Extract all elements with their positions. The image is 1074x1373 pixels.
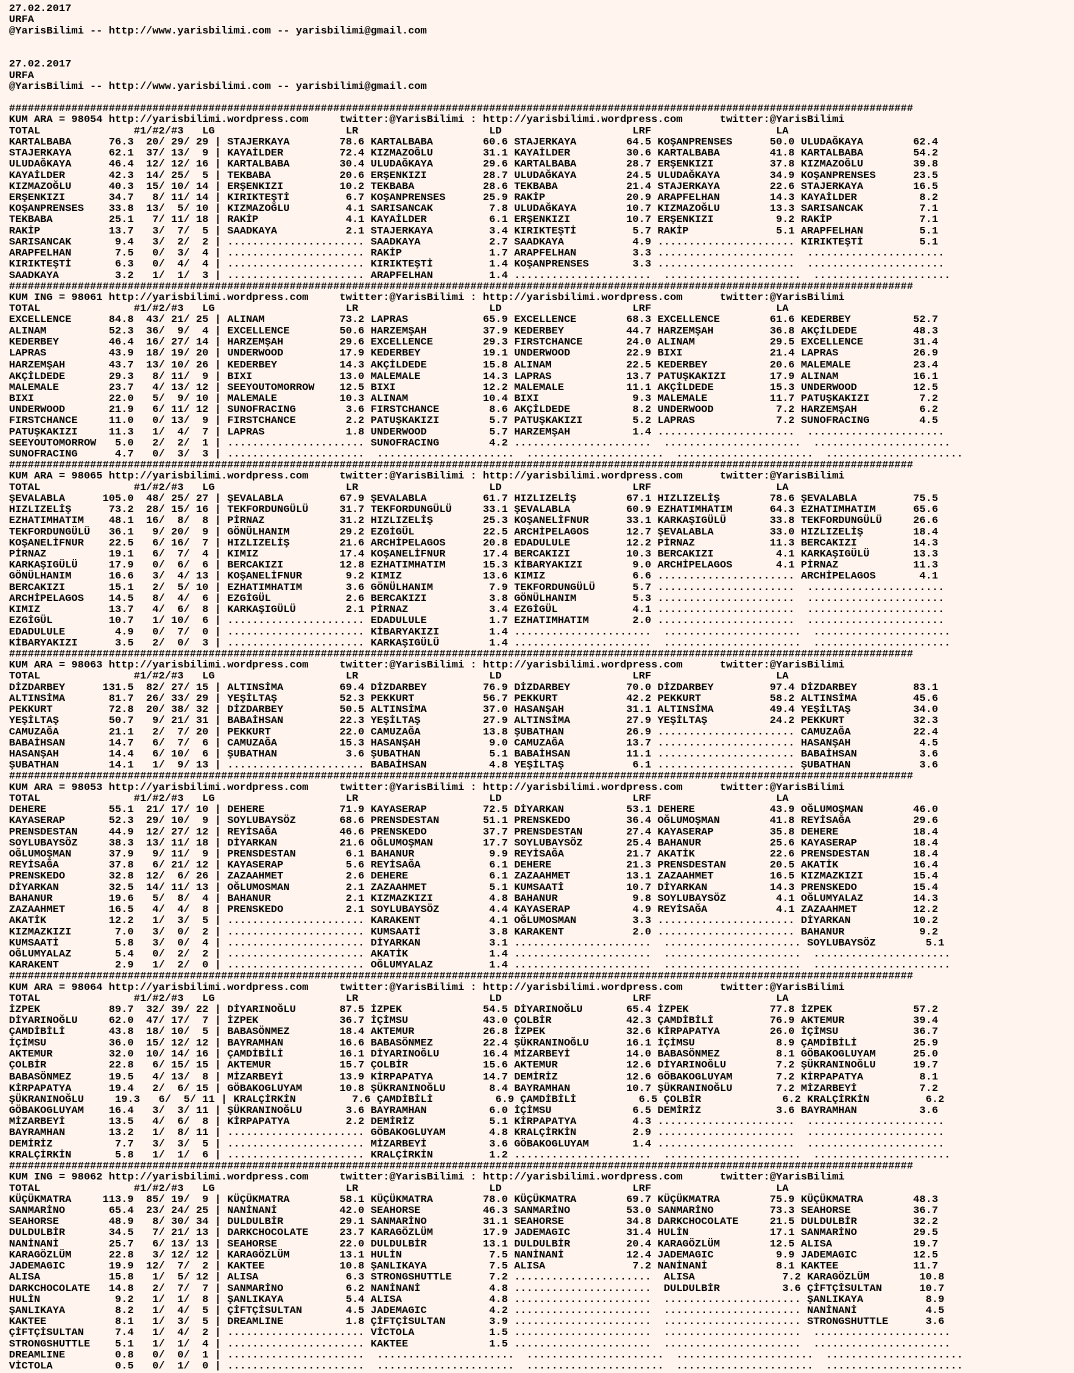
horse-row: SARISANCAK 9.4 3/ 2/ 2 | ...................... SAADKAYA 2.7 SAADKAYA 4.9 ...................... KIRIKTEŞTİ 5.1 xyxy=(9,236,939,249)
horse-row: HIZLIZELİŞ 73.2 28/ 15/ 16 | TEKFORDUNGÜLÜ 31.7 TEKFORDUNGÜLÜ 33.1 ŞEVALABLA 60.9 EZHATIMHATIM 64.3 EZHATIMHATIM 65.6 xyxy=(9,503,939,516)
horse-row: JADEMAGIC 19.9 12/ 7/ 2 | KAKTEE 10.8 ŞANLIKAYA 7.5 ALISA 7.2 NANİNANİ 8.1 KAKTEE 11.7 xyxy=(9,1260,939,1273)
horse-row: RAKİP 13.7 3/ 7/ 5 | SAADKAYA 2.1 STAJERKAYA 3.4 KIRIKTEŞTİ 5.7 RAKİP 5.1 ARAPFELHAN 5.1 xyxy=(9,225,939,238)
horse-row: STRONGSHUTTLE 5.1 1/ 1/ 4 | ...................... KAKTEE 1.5 ...................... ...................... ...................... xyxy=(9,1338,951,1351)
horse-row: ALTINSİMA 81.7 26/ 33/ 29 | YEŞİLTAŞ 52.3 PEKKURT 56.7 PEKKURT 42.2 PEKKURT 58.2 ALTINSİMA 45.6 xyxy=(9,692,939,705)
horse-row: KIZMAZOĞLU 40.3 15/ 10/ 14 | ERŞENKIZI 10.2 TEKBABA 28.6 TEKBABA 21.4 STAJERKAYA 22.6 STAJERKAYA 16.5 xyxy=(9,181,939,194)
horse-row: BAYRAMHAN 13.2 1/ 8/ 11 | ...................... GÖBAKOGLUYAM 4.8 KRALÇİRKİN 2.9 ...................... ...................... xyxy=(9,1126,945,1139)
horse-row: EZGİGÜL 10.7 1/ 10/ 6 | ...................... EDADULULE 1.7 EZHATIMHATIM 2.0 ...................... ...................... xyxy=(9,614,945,628)
contact-line: @YarisBilimi -- http://www.yarisbilimi.com -- yarisbilimi@gmail.com xyxy=(9,80,427,94)
horse-row: OĞLUMYALAZ 5.4 0/ 2/ 2 | ...................... AKATİK 1.4 ...................... ...................... ...................... xyxy=(9,948,951,961)
horse-row: HULİN 9.2 1/ 1/ 8 | ŞANLIKAYA 5.4 ALISA 4.8 ...................... ...................... ŞANLIKAYA 8.9 xyxy=(9,1293,945,1306)
section-separator: ################################################################################################################################################# xyxy=(9,459,914,472)
horse-row: VİCTOLA 0.5 0/ 1/ 0 | ...................... ...................... ...................... ...................... ...................... xyxy=(9,1360,964,1373)
horse-row: KARTALBABA 76.3 20/ 29/ 29 | STAJERKAYA 78.6 KARTALBABA 60.6 STAJERKAYA 64.5 KOŞANPRENSES 50.0 ULUDAĞKAYA 62.4 xyxy=(9,136,939,149)
horse-row: ALISA 15.8 1/ 5/ 12 | ALISA 6.3 STRONGSHUTTLE 7.2 ...................... ALISA 7.2 KARAGÖZLÜM 10.8 xyxy=(9,1271,945,1284)
horse-row: DREAMLINE 0.8 0/ 0/ 1 | ...................... ...................... ...................... ...................... ...................... xyxy=(9,1349,964,1362)
report-date: 27.02.2017 xyxy=(9,58,72,71)
horse-row: DİYARINOĞLU 62.0 47/ 17/ 7 | İZPEK 36.7 İÇİMSU 43.0 ÇOLBİR 42.3 ÇAMDİBİLİ 76.9 AKTEMUR 39.4 xyxy=(9,1015,939,1028)
column-header: TOTAL #1/#2/#3 LG LR LD LRF LA xyxy=(9,670,789,683)
horse-row: OĞLUMOŞMAN 37.9 9/ 11/ 9 | PRENSDESTAN 6.1 BAHANUR 9.9 REYİSAĞA 21.7 AKATİK 22.6 PRENSDESTAN 18.4 xyxy=(9,848,939,861)
horse-row: NANİNANİ 25.7 6/ 13/ 13 | SEAHORSE 22.0 DULDULBİR 13.1 DULDULBİR 20.4 KARAGÖZLÜM 12.5 ALISA 19.7 xyxy=(9,1237,939,1251)
horse-row: EXCELLENCE 84.8 43/ 21/ 25 | ALINAM 73.2 LAPRAS 65.9 EXCELLENCE 68.3 EXCELLENCE 61.6 KEDERBEY 52.7 xyxy=(9,314,939,327)
horse-row: SOYLUBAYSÖZ 38.3 13/ 11/ 18 | DİYARKAN 21.6 OĞLUMOŞMAN 17.7 SOYLUBAYSÖZ 25.4 BAHANUR 25.6 KAYASERAP 18.4 xyxy=(9,837,939,850)
horse-row: DULDULBİR 34.5 7/ 21/ 13 | DARKCHOCOLATE 23.7 KARAGÖZLÜM 17.9 JADEMAGIC 31.4 HULİN 17.1 SANMARİNO 29.5 xyxy=(9,1226,939,1239)
horse-row: BERCAKIZI 15.1 2/ 5/ 10 | EZHATIMHATIM 3.6 GÖNÜLHANIM 7.9 TEKFORDUNGÜLÜ 5.7 ...................... ...................... xyxy=(9,581,945,594)
horse-row: ARAPFELHAN 7.5 0/ 3/ 4 | ...................... RAKİP 1.7 ARAPFELHAN 3.3 ...................... ...................... xyxy=(9,247,945,260)
horse-row: EDADULULE 4.9 0/ 7/ 0 | ...................... KİBARYAKIZI 1.4 ...................... ...................... ...................... xyxy=(9,626,951,639)
horse-row: DEHERE 55.1 21/ 17/ 10 | DEHERE 71.9 KAYASERAP 72.5 DİYARKAN 53.1 DEHERE 43.9 OĞLUMOŞMAN 46.0 xyxy=(9,804,939,817)
horse-row: YEŞİLTAŞ 50.7 9/ 21/ 31 | BABAİHSAN 22.3 YEŞİLTAŞ 27.9 ALTINSİMA 27.9 YEŞİLTAŞ 24.2 PEKKURT 32.3 xyxy=(9,715,939,728)
horse-row: ŞEVALABLA 105.0 48/ 25/ 27 | ŞEVALABLA 67.9 ŞEVALABLA 61.7 HIZLIZELİŞ 67.1 HIZLIZELİŞ 78.6 ŞEVALABLA 75.5 xyxy=(9,492,939,505)
race-header: KUM ARA = 98063 http://yarisbilimi.wordpress.com twitter:@YarisBilimi : http://yarisbilimi.wordpress.com twitter:@YarisBilimi xyxy=(9,659,845,672)
horse-row: KEDERBEY 46.4 16/ 27/ 14 | HARZEMŞAH 29.6 EXCELLENCE 29.3 FIRSTCHANCE 24.0 ALINAM 29.5 EXCELLENCE 31.4 xyxy=(9,336,939,349)
column-header: TOTAL #1/#2/#3 LG LR LD LRF LA xyxy=(9,303,789,316)
horse-row: KOŞANPRENSES 33.8 13/ 5/ 10 | KIZMAZOĞLU 4.1 SARISANCAK 7.8 ULUDAĞKAYA 10.7 KIZMAZOĞLU 13.3 SARISANCAK 7.1 xyxy=(9,203,939,216)
horse-row: KİBARYAKIZI 3.5 2/ 0/ 3 | ...................... KARKAŞIGÜLÜ 1.4 ...................... ...................... ...................... xyxy=(9,637,951,650)
horse-row: FIRSTCHANCE 11.0 0/ 13/ 9 | FIRSTCHANCE 2.2 PATUŞKAKIZI 5.7 PATUŞKAKIZI 5.2 LAPRAS 7.2 SUNOFRACING 4.5 xyxy=(9,414,939,427)
horse-row: SEAHORSE 48.9 8/ 30/ 34 | DULDULBİR 29.1 SANMARİNO 31.1 SEAHORSE 34.8 DARKCHOCOLATE 21.5 DULDULBİR 32.2 xyxy=(9,1215,939,1228)
horse-row: HARZEMŞAH 43.7 13/ 10/ 26 | KEDERBEY 14.3 AKÇİLDEDE 15.8 ALINAM 22.5 KEDERBEY 20.6 MALEMALE 23.4 xyxy=(9,359,939,372)
horse-row: BABASÖNMEZ 19.5 4/ 13/ 8 | MİZARBEYİ 13.9 KİRPAPATYA 14.7 DEMİRİZ 12.6 GÖBAKOGLUYAM 7.2 KİRPAPATYA 8.1 xyxy=(9,1071,939,1084)
horse-row: ARCHİPELAGOS 14.5 8/ 4/ 6 | EZGİGÜL 2.6 BERCAKIZI 3.8 GÖNÜLHANIM 5.3 ...................... ...................... xyxy=(9,592,945,605)
section-separator: ################################################################################################################################################# xyxy=(9,648,914,661)
race-header: KUM ARA = 98053 http://yarisbilimi.wordpress.com twitter:@YarisBilimi : http://yarisbilimi.wordpress.com twitter:@YarisBilimi xyxy=(9,781,845,794)
race-header: KUM ING = 98062 http://yarisbilimi.wordpress.com twitter:@YarisBilimi : http://yarisbilimi.wordpress.com twitter:@YarisBilimi xyxy=(9,1171,845,1184)
horse-row: SAADKAYA 3.2 1/ 1/ 3 | ...................... ARAPFELHAN 1.4 ...................... ...................... ...................... xyxy=(9,270,951,283)
horse-row: CAMUZAĞA 21.1 2/ 7/ 20 | PEKKURT 22.0 CAMUZAĞA 13.8 ŞUBATHAN 26.9 ...................... CAMUZAĞA 22.4 xyxy=(9,726,939,739)
horse-row: EZHATIMHATIM 48.1 16/ 8/ 8 | PİRNAZ 31.2 HIZLIZELİŞ 25.3 KOŞANELİFNUR 33.1 KARKAŞIGÜLÜ 33.8 TEKFORDUNGÜLÜ 26.6 xyxy=(9,514,939,527)
horse-row: KRALÇİRKİN 5.8 1/ 1/ 6 | ...................... KRALÇİRKİN 1.2 ...................... ...................... ...................... xyxy=(9,1148,951,1162)
horse-row: BAHANUR 19.6 5/ 8/ 4 | BAHANUR 2.1 KIZMAZKIZI 4.8 BAHANUR 9.8 SOYLUBAYSÖZ 4.1 OĞLUMYALAZ 14.3 xyxy=(9,893,939,906)
horse-row: SANMARİNO 65.4 23/ 24/ 25 | NANİNANİ 42.0 SEAHORSE 46.3 SANMARİNO 53.0 SANMARİNO 73.3 SEAHORSE 36.7 xyxy=(9,1204,939,1217)
column-header: TOTAL #1/#2/#3 LG LR LD LRF LA xyxy=(9,792,789,806)
horse-row: AKATİK 12.2 1/ 3/ 5 | ...................... KARAKENT 4.1 OĞLUMOSMAN 3.3 ...................... DİYARKAN 10.2 xyxy=(9,915,939,928)
section-separator: ################################################################################################################################################# xyxy=(9,281,914,294)
horse-row: KAYASERAP 52.3 29/ 10/ 9 | SOYLUBAYSÖZ 68.6 PRENSDESTAN 51.1 PRENSKEDO 36.4 OĞLUMOŞMAN 41.8 REYİSAĞA 29.6 xyxy=(9,815,939,828)
column-header: TOTAL #1/#2/#3 LG LR LD LRF LA xyxy=(9,1182,789,1195)
horse-row: ŞANLIKAYA 8.2 1/ 4/ 5 | ÇİFTÇİSULTAN 4.5 JADEMAGIC 4.2 ...................... ...................... NANİNANİ 4.5 xyxy=(9,1304,945,1317)
horse-row: GÖNÜLHANIM 16.6 3/ 4/ 13 | KOŞANELİFNUR 9.2 KIMIZ 13.6 KIMIZ 6.6 ...................... ARCHİPELAGOS 4.1 xyxy=(9,570,939,583)
contact-line: @YarisBilimi -- http://www.yarisbilimi.com -- yarisbilimi@gmail.com xyxy=(9,25,427,38)
section-separator: ################################################################################################################################################# xyxy=(9,770,914,783)
horse-row: ZAZAAHMET 16.5 4/ 4/ 8 | PRENSKEDO 2.1 SOYLUBAYSÖZ 4.4 KAYASERAP 4.9 REYİSAĞA 4.1 ZAZAAHMET 12.2 xyxy=(9,904,939,917)
section-separator: ################################################################################################################################################# xyxy=(9,103,914,116)
horse-row: UNDERWOOD 21.9 6/ 11/ 12 | SUNOFRACING 3.6 FIRSTCHANCE 8.6 AKÇİLDEDE 8.2 UNDERWOOD 7.2 HARZEMŞAH 6.2 xyxy=(9,403,939,416)
horse-row: PATUŞKAKIZI 11.3 1/ 4/ 7 | LAPRAS 1.8 UNDERWOOD 5.7 HARZEMŞAH 1.4 ...................... ...................... xyxy=(9,425,945,438)
horse-row: GÖBAKOGLUYAM 16.4 3/ 3/ 11 | ŞÜKRANINOĞLU 3.6 BAYRAMHAN 6.0 İÇİMSU 6.5 DEMİRİZ 3.6 BAYRAMHAN 3.6 xyxy=(9,1104,939,1117)
horse-row: KÜÇÜKMATRA 113.9 85/ 19/ 9 | KÜÇÜKMATRA 58.1 KÜÇÜKMATRA 78.0 KÜÇÜKMATRA 69.7 KÜÇÜKMATRA 75.9 KÜÇÜKMATRA 48.3 xyxy=(9,1193,939,1206)
race-header: KUM ARA = 98054 http://yarisbilimi.wordpress.com twitter:@YarisBilimi : http://yarisbilimi.wordpress.com twitter:@YarisBilimi xyxy=(9,114,845,127)
horse-row: KUMSAATİ 5.8 3/ 0/ 4 | ...................... DİYARKAN 3.1 ...................... ...................... SOYLUBAYSÖZ 5.1 xyxy=(9,937,945,950)
horse-row: PRENSKEDO 32.8 12/ 6/ 26 | ZAZAAHMET 2.6 DEHERE 6.1 ZAZAAHMET 13.1 ZAZAAHMET 16.5 KIZMAZKIZI 15.4 xyxy=(9,870,939,883)
section-separator: ################################################################################################################################################# xyxy=(9,970,914,984)
horse-row: ÇAMDİBİLİ 43.8 18/ 10/ 5 | BABASÖNMEZ 18.4 AKTEMUR 26.8 İZPEK 32.6 KİRPAPATYA 26.0 İÇİMSU 36.7 xyxy=(9,1026,939,1039)
horse-row: ŞUBATHAN 14.1 1/ 9/ 13 | ...................... BABAİHSAN 4.8 YEŞİLTAŞ 6.1 ...................... ŞUBATHAN 3.6 xyxy=(9,759,939,772)
horse-row: DARKCHOCOLATE 14.8 2/ 7/ 7 | SANMARİNO 6.2 NANİNANİ 4.8 ...................... DULDULBİR 3.6 ÇİFTÇİSULTAN 10.7 xyxy=(9,1282,945,1295)
horse-row: DİYARKAN 32.5 14/ 11/ 13 | OĞLUMOSMAN 2.1 ZAZAAHMET 5.1 KUMSAATİ 10.7 DİYARKAN 14.3 PRENSKEDO 15.4 xyxy=(9,881,939,895)
horse-row: ERŞENKIZI 34.7 8/ 11/ 14 | KIRIKTEŞTİ 6.7 KOŞANPRENSES 25.9 RAKİP 20.9 ARAPFELHAN 14.3 KAYAİLDER 8.2 xyxy=(9,192,939,205)
horse-row: KİRPAPATYA 19.4 2/ 6/ 15 | GÖBAKOGLUYAM 10.8 ŞÜKRANINOĞLU 8.4 BAYRAMHAN 10.7 ŞÜKRANINOĞLU 7.2 MİZARBEYİ 7.2 xyxy=(9,1082,939,1095)
horse-row: ŞÜKRANINOĞLU 19.3 6/ 5/ 11 | KRALÇİRKİN 7.6 ÇAMDİBİLİ 6.9 ÇAMDİBİLİ 6.5 ÇOLBİR 6.2 KRALÇİRKİN 6.2 xyxy=(9,1093,945,1106)
horse-row: ALINAM 52.3 36/ 9/ 4 | EXCELLENCE 50.6 HARZEMŞAH 37.9 KEDERBEY 44.7 HARZEMŞAH 36.8 AKÇİLDEDE 48.3 xyxy=(9,325,939,338)
horse-row: BIXI 22.0 5/ 9/ 10 | MALEMALE 10.3 ALINAM 10.4 BIXI 9.3 MALEMALE 11.7 PATUŞKAKIZI 7.2 xyxy=(9,392,939,405)
horse-row: AKTEMUR 32.0 10/ 14/ 16 | ÇAMDİBİLİ 16.1 DİYARINOĞLU 16.4 MİZARBEYİ 14.0 BABASÖNMEZ 8.1 GÖBAKOGLUYAM 25.0 xyxy=(9,1048,939,1061)
horse-row: KAKTEE 8.1 1/ 3/ 5 | DREAMLINE 1.8 ÇİFTÇİSULTAN 3.9 ...................... ...................... STRONGSHUTTLE 3.6 xyxy=(9,1315,945,1328)
horse-row: HASANŞAH 14.4 6/ 10/ 6 | ŞUBATHAN 3.6 ŞUBATHAN 5.1 BABAİHSAN 11.1 ...................... BABAİHSAN 3.6 xyxy=(9,748,939,761)
horse-row: PEKKURT 72.8 20/ 38/ 32 | DİZDARBEY 50.5 ALTINSİMA 37.0 HASANŞAH 31.1 ALTINSİMA 49.4 YEŞİLTAŞ 34.0 xyxy=(9,703,939,717)
race-header: KUM ARA = 98065 http://yarisbilimi.wordpress.com twitter:@YarisBilimi : http://yarisbilimi.wordpress.com twitter:@YarisBilimi xyxy=(9,470,845,483)
horse-row: İZPEK 89.7 32/ 39/ 22 | DİYARINOĞLU 87.5 İZPEK 54.5 DİYARINOĞLU 65.4 İZPEK 77.8 İZPEK 57.2 xyxy=(9,1004,939,1017)
horse-row: KARAKENT 2.9 1/ 2/ 0 | ...................... OĞLUMYALAZ 1.4 ...................... ...................... ...................... xyxy=(9,959,951,972)
horse-row: REYİSAĞA 37.8 6/ 21/ 12 | KAYASERAP 5.6 REYİSAĞA 6.1 DEHERE 21.3 PRENSDESTAN 20.5 AKATİK 16.4 xyxy=(9,859,939,872)
horse-row: LAPRAS 43.9 18/ 19/ 20 | UNDERWOOD 17.9 KEDERBEY 19.1 UNDERWOOD 22.9 BIXI 21.4 LAPRAS 26.9 xyxy=(9,347,939,361)
horse-row: KOŞANELİFNUR 22.5 6/ 16/ 7 | HIZLIZELİŞ 21.6 ARCHİPELAGOS 20.8 EDADULULE 12.2 PİRNAZ 11.3 BERCAKIZI 14.3 xyxy=(9,537,939,550)
horse-row: MİZARBEYİ 13.5 4/ 6/ 8 | KİRPAPATYA 2.2 DEMİRİZ 5.1 KİRPAPATYA 4.3 ...................... ...................... xyxy=(9,1115,945,1128)
venue-name: URFA xyxy=(9,69,34,82)
horse-row: TEKFORDUNGÜLÜ 36.1 9/ 20/ 9 | GÖNÜLHANIM 29.2 EZGİGÜL 22.5 ARCHİPELAGOS 12.7 ŞEVALABLA 33.0 HIZLIZELİŞ 18.4 xyxy=(9,525,939,539)
horse-row: KIMIZ 13.7 4/ 6/ 8 | KARKAŞIGÜLÜ 2.1 PİRNAZ 3.4 EZGİGÜL 4.1 ...................... ...................... xyxy=(9,603,945,616)
horse-row: KAYAİLDER 42.3 14/ 25/ 5 | TEKBABA 20.6 ERŞENKIZI 28.7 ULUDAĞKAYA 24.5 ULUDAĞKAYA 34.9 KOŞANPRENSES 23.5 xyxy=(9,169,939,183)
horse-row: KARAGÖZLÜM 22.8 3/ 12/ 12 | KARAGÖZLÜM 13.1 HULİN 7.5 NANİNANİ 12.4 JADEMAGIC 9.9 JADEMAGIC 12.5 xyxy=(9,1249,939,1262)
report-date: 27.02.2017 xyxy=(9,3,72,16)
column-header: TOTAL #1/#2/#3 LG LR LD LRF LA xyxy=(9,993,789,1006)
horse-row: SUNOFRACING 4.7 0/ 3/ 3 | ...................... ...................... ...................... ...................... ...................... xyxy=(9,448,964,461)
horse-row: ÇİFTÇİSULTAN 7.4 1/ 4/ 2 | ...................... VİCTOLA 1.5 ...................... ...................... ...................... xyxy=(9,1326,951,1340)
race-header: KUM ING = 98061 http://yarisbilimi.wordpress.com twitter:@YarisBilimi : http://yarisbilimi.wordpress.com twitter:@YarisBilimi xyxy=(9,292,845,305)
venue-name: URFA xyxy=(9,14,34,27)
horse-row: STAJERKAYA 62.1 37/ 13/ 9 | KAYAİLDER 72.4 KIZMAZOĞLU 31.1 KAYAİLDER 30.6 KARTALBABA 41.8 KARTALBABA 54.2 xyxy=(9,147,939,160)
horse-row: AKÇİLDEDE 29.3 8/ 11/ 9 | BIXI 13.0 MALEMALE 14.3 LAPRAS 13.7 PATUŞKAKIZI 17.9 ALINAM 16.1 xyxy=(9,370,939,383)
horse-row: ULUDAĞKAYA 46.4 12/ 12/ 16 | KARTALBABA 30.4 ULUDAĞKAYA 29.6 KARTALBABA 28.7 ERŞENKIZI 37.8 KIZMAZOĞLU 39.8 xyxy=(9,158,939,171)
horse-row: MALEMALE 23.7 4/ 13/ 12 | SEEYOUTOMORROW 12.5 BIXI 12.2 MALEMALE 11.1 AKÇİLDEDE 15.3 UNDERWOOD 12.5 xyxy=(9,381,939,394)
horse-row: DEMİRİZ 7.7 3/ 3/ 5 | ...................... MİZARBEYİ 3.6 GÖBAKOGLUYAM 1.4 ...................... ...................... xyxy=(9,1137,945,1150)
horse-row: KARKAŞIGÜLÜ 17.9 0/ 6/ 6 | BERCAKIZI 12.8 EZHATIMHATIM 15.3 KİBARYAKIZI 9.0 ARCHİPELAGOS 4.1 PİRNAZ 11.3 xyxy=(9,559,939,572)
horse-row: PRENSDESTAN 44.9 12/ 27/ 12 | REYİSAĞA 46.6 PRENSKEDO 37.7 PRENSDESTAN 27.4 KAYASERAP 35.8 DEHERE 18.4 xyxy=(9,826,939,839)
horse-row: KIRIKTEŞTİ 6.3 0/ 4/ 4 | ...................... KIRIKTEŞTİ 1.4 KOŞANPRENSES 3.3 ...................... ...................... xyxy=(9,258,945,272)
horse-row: İÇİMSU 36.0 15/ 12/ 12 | BAYRAMHAN 16.6 BABASÖNMEZ 22.4 ŞÜKRANINOĞLU 16.1 İÇİMSU 8.9 ÇAMDİBİLİ 25.9 xyxy=(9,1037,939,1050)
horse-row: DİZDARBEY 131.5 82/ 27/ 15 | ALTINSİMA 69.4 DİZDARBEY 76.9 DİZDARBEY 70.0 DİZDARBEY 97.4 DİZDARBEY 83.1 xyxy=(9,681,939,694)
horse-row: BABAİHSAN 14.7 6/ 7/ 6 | CAMUZAĞA 15.3 HASANŞAH 9.0 CAMUZAĞA 13.7 ...................... HASANŞAH 4.5 xyxy=(9,737,939,750)
horse-row: ÇOLBİR 22.8 6/ 15/ 15 | AKTEMUR 15.7 ÇOLBİR 15.6 AKTEMUR 12.6 DİYARINOĞLU 7.2 ŞÜKRANINOĞLU 19.7 xyxy=(9,1059,939,1073)
section-separator: ################################################################################################################################################# xyxy=(9,1160,914,1173)
horse-row: TEKBABA 25.1 7/ 11/ 18 | RAKİP 4.1 KAYAİLDER 6.1 ERŞENKIZI 10.7 ERŞENKIZI 9.2 RAKİP 7.1 xyxy=(9,214,939,227)
race-header: KUM ARA = 98064 http://yarisbilimi.wordpress.com twitter:@YarisBilimi : http://yarisbilimi.wordpress.com twitter:@YarisBilimi xyxy=(9,982,845,995)
horse-row: SEEYOUTOMORROW 5.0 2/ 2/ 1 | ...................... SUNOFRACING 4.2 ...................... ...................... ...................... xyxy=(9,436,951,450)
column-header: TOTAL #1/#2/#3 LG LR LD LRF LA xyxy=(9,481,789,494)
horse-row: PİRNAZ 19.1 6/ 7/ 4 | KIMIZ 17.4 KOŞANELİFNUR 17.4 BERCAKIZI 10.3 BERCAKIZI 4.1 KARKAŞIGÜLÜ 13.3 xyxy=(9,548,939,561)
horse-row: KIZMAZKIZI 7.0 3/ 0/ 2 | ...................... KUMSAATİ 3.8 KARAKENT 2.0 ...................... BAHANUR 9.2 xyxy=(9,926,939,939)
column-header: TOTAL #1/#2/#3 LG LR LD LRF LA xyxy=(9,125,789,138)
